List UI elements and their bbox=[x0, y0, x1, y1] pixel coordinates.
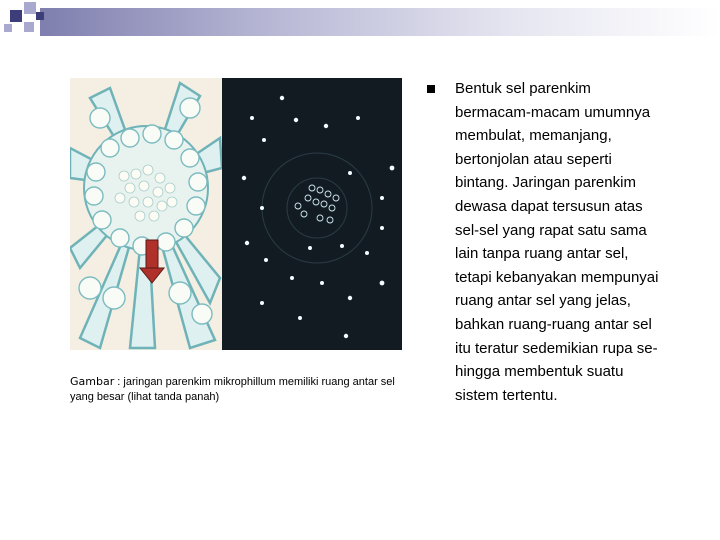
bullet-line: tetapi kebanyakan mempunyai bbox=[455, 268, 659, 286]
bullet-line: hingga membentuk suatu bbox=[455, 363, 624, 381]
bullet-line: bahkan ruang-ruang antar sel bbox=[455, 315, 652, 333]
bullet-line: sel-sel yang rapat satu sama bbox=[455, 221, 647, 239]
bullet-line: membulat, memanjang, bbox=[455, 127, 612, 145]
bullet-line: bermacam-macam umumnya bbox=[455, 103, 651, 121]
caption-text: : jaringan parenkim mikrophillum memiliki ruang antar sel yang besar (lihat tanda panah) bbox=[70, 376, 395, 403]
bullet-square-icon bbox=[427, 85, 435, 93]
bullet-line: bintang. Jaringan parenkim bbox=[455, 174, 636, 192]
bullet-heading: Bentuk sel parenkim bbox=[455, 80, 591, 97]
bullet-line: ruang antar sel yang jelas, bbox=[455, 292, 631, 310]
header-square bbox=[36, 12, 44, 20]
bullet-line: lain tanpa ruang antar sel, bbox=[455, 245, 629, 263]
image-caption bbox=[70, 374, 400, 405]
bullet-content bbox=[455, 77, 695, 407]
header-square bbox=[24, 2, 36, 14]
micrograph-brightfield bbox=[70, 78, 222, 350]
bullet-line: itu teratur sedemikian rupa se- bbox=[455, 339, 658, 357]
header-square bbox=[24, 22, 34, 32]
micrograph-darkfield bbox=[222, 78, 402, 350]
header-gradient bbox=[40, 8, 720, 36]
header-square bbox=[4, 24, 12, 32]
bullet-line: bertonjolan atau seperti bbox=[455, 150, 612, 168]
bullet-line: dewasa dapat tersusun atas bbox=[455, 197, 643, 215]
bullet-line: sistem tertentu. bbox=[455, 386, 558, 404]
caption-label: Gambar bbox=[70, 375, 115, 388]
header-square bbox=[10, 10, 22, 22]
